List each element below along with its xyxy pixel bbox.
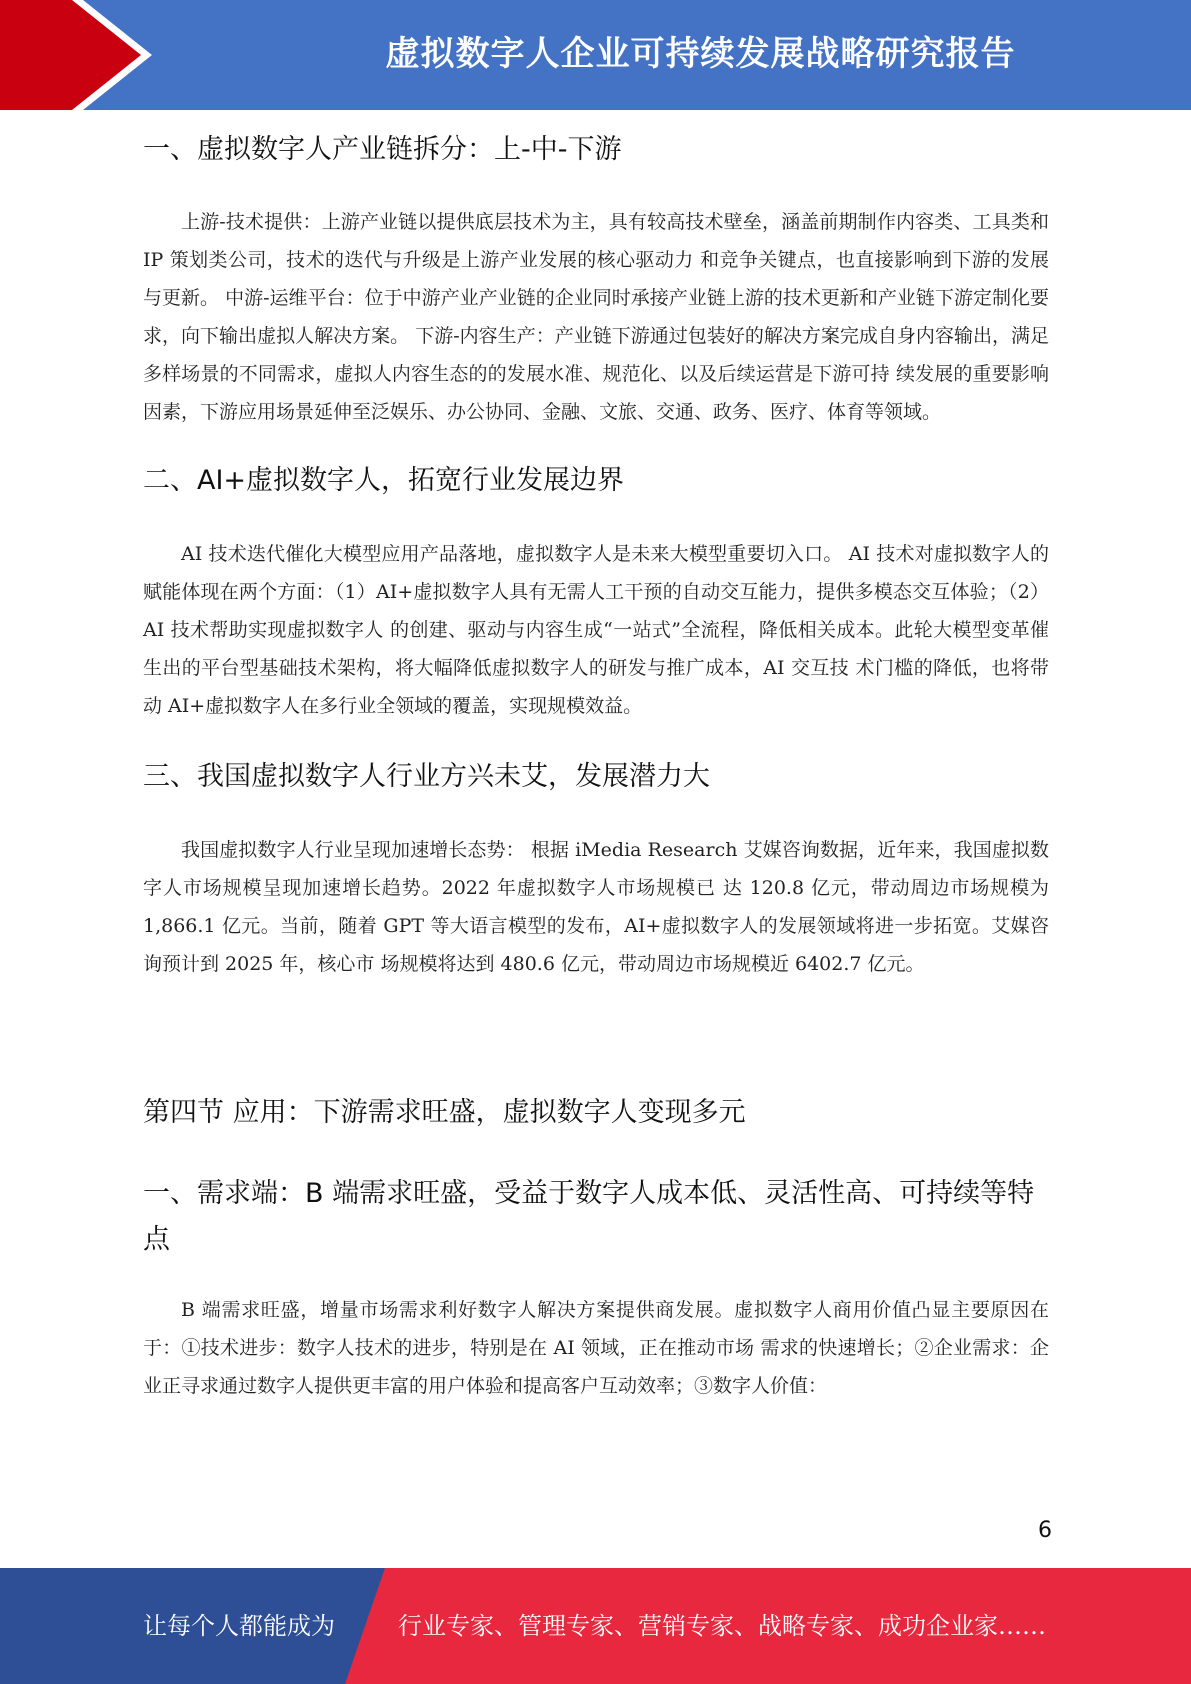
- section-heading-ai-digital-human: 二、AI+虚拟数字人，拓宽行业发展边界: [143, 465, 625, 496]
- section-paragraph-ai-digital-human: AI 技术迭代催化大模型应用产品落地，虚拟数字人是未来大模型重要切入口。 AI 技术对虚拟数字人的赋能体现在两个方面：（1）AI+虚拟数字人具有无需人工干预的自动交互能力，提供多模态交互体验；（2）AI 技术帮助实现虚拟数字人 的创建、驱动与内容生成“一站式”全流程，降低相关成本。此轮大模型变革催生出的平台型基础技术架构，将大幅降低虚拟数字人的研发与推广成本，AI 交互技 术门槛的降低，也将带动 AI+虚拟数字人在多行业全领域的覆盖，实现规模效益。: [143, 543, 1049, 717]
- page-content: [143, 126, 1049, 1405]
- section-paragraph-industry-chain: 上游-技术提供：上游产业链以提供底层技术为主，具有较高技术壁垒，涵盖前期制作内容类、工具类和 IP 策划类公司，技术的迭代与升级是上游产业发展的核心驱动力 和竞争关键点，也直接影响到下游的发展与更新。 中游-运维平台：位于中游产业产业链的企业同时承接产业链上游的技术更新和产业链下游定制化要求，向下输出虚拟人解决方案。 下游-内容生产：产业链下游通过包装好的解决方案完成自身内容输出，满足多样场景的不同需求，虚拟人内容生态的的发展水准、规范化、以及后续运营是下游可持 续发展的重要影响因素，下游应用场景延伸至泛娱乐、办公协同、金融、文旅、交通、政务、医疗、体育等领域。: [143, 211, 1049, 423]
- section-heading-market-potential: 三、我国虚拟数字人行业方兴未艾，发展潜力大: [143, 761, 710, 792]
- header-chevron-arrow: [0, 0, 141, 110]
- footer-slogan-roles: 行业专家、管理专家、营销专家、战略专家、成功企业家……: [398, 1612, 1046, 1640]
- section-paragraph-demand-side: B 端需求旺盛，增量市场需求利好数字人解决方案提供商发展。虚拟数字人商用价值凸显主要原因在于：①技术进步：数字人技术的进步，特别是在 AI 领域，正在推动市场 需求的快速增长；②企业需求：企业正寻求通过数字人提供更丰富的用户体验和提高客户互动效率；③数字人价值：: [143, 1299, 1049, 1397]
- section-heading-demand-side: 一、需求端：B 端需求旺盛，受益于数字人成本低、灵活性高、可持续等特点: [143, 1178, 1035, 1255]
- page-footer: [0, 1568, 1191, 1684]
- section-paragraph-market-potential: 我国虚拟数字人行业呈现加速增长态势： 根据 iMedia Research 艾媒咨询数据，近年来，我国虚拟数字人市场规模呈现加速增长趋势。2022 年虚拟数字人市场规模已 达 120.8 亿元，带动周边市场规模为 1,866.1 亿元。当前，随着 GPT 等大语言模型的发布，AI+虚拟数字人的发展领域将进一步拓宽。艾媒咨询预计到 2025 年，核心市 场规模将达到 480.6 亿元，带动周边市场规模近 6402.7 亿元。: [143, 839, 1049, 975]
- page-number: 6: [1038, 1518, 1052, 1543]
- page-header: [0, 0, 1191, 110]
- report-title: 虚拟数字人企业可持续发展战略研究报告: [385, 34, 1016, 74]
- chapter-heading: 第四节 应用：下游需求旺盛，虚拟数字人变现多元: [143, 1097, 746, 1128]
- section-heading-industry-chain: 一、虚拟数字人产业链拆分：上-中-下游: [143, 134, 622, 165]
- footer-slogan-prefix: 让每个人都能成为: [143, 1612, 335, 1640]
